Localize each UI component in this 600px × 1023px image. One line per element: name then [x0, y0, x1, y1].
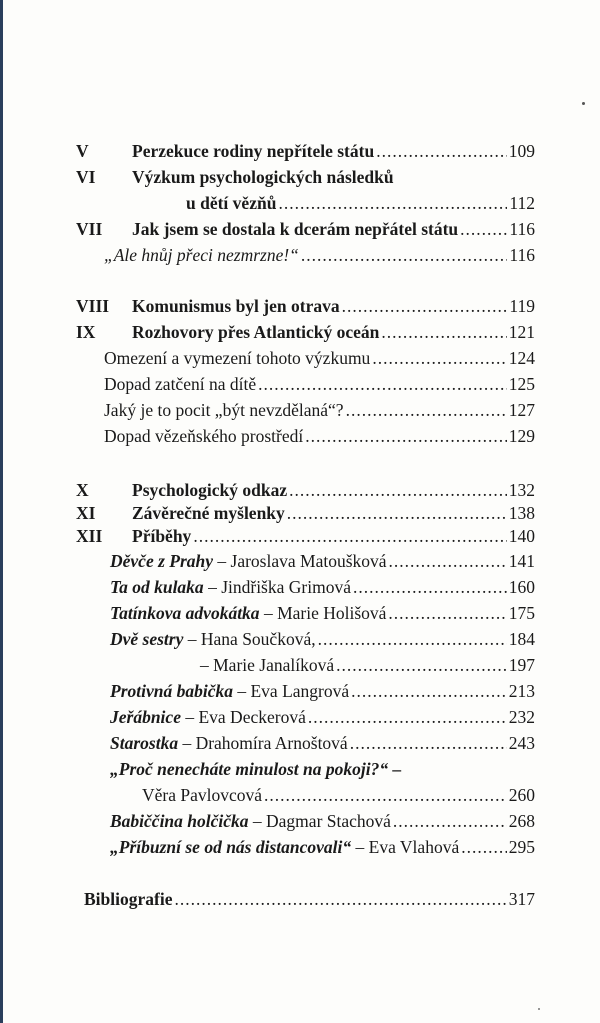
page-number: 129	[508, 426, 535, 446]
story-title: Babiččina holčička	[110, 811, 249, 831]
chapter-title: Psychologický odkaz	[132, 480, 288, 500]
page-number: 140	[508, 526, 535, 546]
story-title: Jeřábnice	[110, 707, 181, 727]
toc-entry	[0, 523, 600, 549]
dot-leader	[388, 600, 506, 626]
toc-subentry	[0, 371, 600, 397]
story-title: Starostka	[110, 733, 179, 753]
chapter-number: XI	[76, 503, 96, 523]
dot-leader	[376, 138, 507, 164]
dot-leader	[460, 216, 507, 242]
chapter-title: Výzkum psychologických následků	[132, 167, 394, 187]
chapter-number: VII	[76, 219, 103, 239]
page-number: 141	[508, 551, 535, 571]
dot-leader	[305, 423, 507, 449]
dot-leader	[336, 652, 507, 678]
story-author: – Dagmar Stachová	[248, 811, 391, 831]
page-number: 268	[508, 811, 535, 831]
page-number: 132	[508, 480, 535, 500]
toc-subentry	[0, 397, 600, 423]
page-number: 213	[508, 681, 535, 701]
story-author: – Hana Součková,	[183, 629, 316, 649]
subsection-title: „Ale hnůj přeci nezmrzne!“	[104, 245, 299, 265]
toc-story	[0, 834, 600, 860]
story-author: – Marie Holišová	[259, 603, 387, 623]
page-number: 243	[508, 733, 535, 753]
chapter-title: Perzekuce rodiny nepřítele státu	[132, 141, 375, 161]
dot-leader	[258, 371, 507, 397]
page-number: 127	[508, 400, 535, 420]
story-title: Dvě sestry	[110, 629, 184, 649]
page-number: 121	[508, 322, 535, 342]
chapter-number: X	[76, 480, 89, 500]
dot-leader	[393, 808, 507, 834]
page-number: 197	[508, 655, 535, 675]
dot-leader	[278, 190, 507, 216]
toc-entry	[0, 886, 600, 912]
toc-story-continuation	[0, 652, 600, 678]
subsection-title: Dopad zatčení na dítě	[104, 374, 257, 394]
dot-leader	[318, 626, 507, 652]
dot-leader	[264, 782, 507, 808]
story-author: – Eva Vlahová	[351, 837, 460, 857]
page-number: 109	[508, 141, 535, 161]
story-author: – Jaroslava Matoušková	[213, 551, 387, 571]
story-author: – Marie Janalíková	[200, 655, 335, 675]
toc-subentry	[0, 242, 600, 268]
toc-story	[0, 548, 600, 574]
page-number: 125	[508, 374, 535, 394]
page-number: 184	[508, 629, 535, 649]
chapter-number: XII	[76, 526, 103, 546]
dot-leader	[381, 319, 506, 345]
toc-story	[0, 808, 600, 834]
story-title: „Proč nenecháte minulost na pokoji?“ –	[110, 759, 402, 779]
page-number: 112	[509, 193, 535, 213]
toc-entry	[0, 138, 600, 164]
toc-entry	[0, 164, 600, 190]
toc-story-continuation	[0, 782, 600, 808]
story-title: „Příbuzní se od nás distancovali“	[110, 837, 352, 857]
dot-leader	[346, 397, 507, 423]
toc-subentry	[0, 423, 600, 449]
dot-leader	[353, 574, 507, 600]
chapter-title: Příběhy	[132, 526, 192, 546]
dot-leader	[301, 242, 507, 268]
page-number: 124	[508, 348, 535, 368]
chapter-title-continuation: u dětí vězňů	[186, 193, 277, 213]
paper-speck	[538, 1008, 540, 1010]
chapter-title: Jak jsem se dostala k dcerám nepřátel státu	[132, 219, 459, 239]
dot-leader	[193, 523, 506, 549]
toc-story	[0, 756, 600, 782]
toc-story	[0, 730, 600, 756]
story-title: Ta od kulaka	[110, 577, 204, 597]
story-author: – Eva Deckerová	[180, 707, 306, 727]
page-number: 317	[508, 889, 535, 909]
chapter-title: Závěrečné myšlenky	[132, 503, 285, 523]
toc-entry-continuation	[0, 190, 600, 216]
story-author: – Eva Langrová	[232, 681, 350, 701]
story-title: Děvče z Prahy	[110, 551, 214, 571]
page-number: 160	[508, 577, 535, 597]
page-number: 260	[508, 785, 535, 805]
dot-leader	[342, 293, 508, 319]
chapter-number: IX	[76, 322, 96, 342]
page-number: 232	[508, 707, 535, 727]
page-number: 138	[508, 503, 535, 523]
page-number: 116	[509, 219, 535, 239]
toc-entry	[0, 319, 600, 345]
toc-story	[0, 678, 600, 704]
chapter-title: Komunismus byl jen otrava	[132, 296, 340, 316]
page-number: 119	[509, 296, 535, 316]
story-title: Tatínkova advokátka	[110, 603, 260, 623]
toc-story	[0, 704, 600, 730]
dot-leader	[350, 730, 507, 756]
toc-story	[0, 574, 600, 600]
subsection-title: Omezení a vymezení tohoto výzkumu	[104, 348, 371, 368]
chapter-number: VI	[76, 167, 96, 187]
story-author: Věra Pavlovcová	[142, 785, 263, 805]
dot-leader	[461, 834, 507, 860]
dot-leader	[389, 548, 507, 574]
subsection-title: Dopad vězeňského prostředí	[104, 426, 304, 446]
dot-leader	[174, 886, 506, 912]
toc-story	[0, 600, 600, 626]
chapter-number: VIII	[76, 296, 110, 316]
dot-leader	[351, 678, 507, 704]
story-author: – Jindřiška Grimová	[203, 577, 351, 597]
page-number: 175	[508, 603, 535, 623]
dot-leader	[308, 704, 507, 730]
toc-subentry	[0, 345, 600, 371]
story-title: Protivná babička	[110, 681, 233, 701]
paper-speck	[582, 102, 585, 105]
toc-entry	[0, 216, 600, 242]
story-author: – Drahomíra Arnoštová	[178, 733, 348, 753]
page-number: 295	[508, 837, 535, 857]
page-number: 116	[509, 245, 535, 265]
subsection-title: Jaký je to pocit „být nevzdělaná“?	[104, 400, 344, 420]
chapter-title: Rozhovory přes Atlantický oceán	[132, 322, 380, 342]
bibliography-title: Bibliografie	[84, 889, 173, 909]
chapter-number: V	[76, 141, 89, 161]
toc-entry	[0, 293, 600, 319]
dot-leader	[372, 345, 506, 371]
toc-story	[0, 626, 600, 652]
